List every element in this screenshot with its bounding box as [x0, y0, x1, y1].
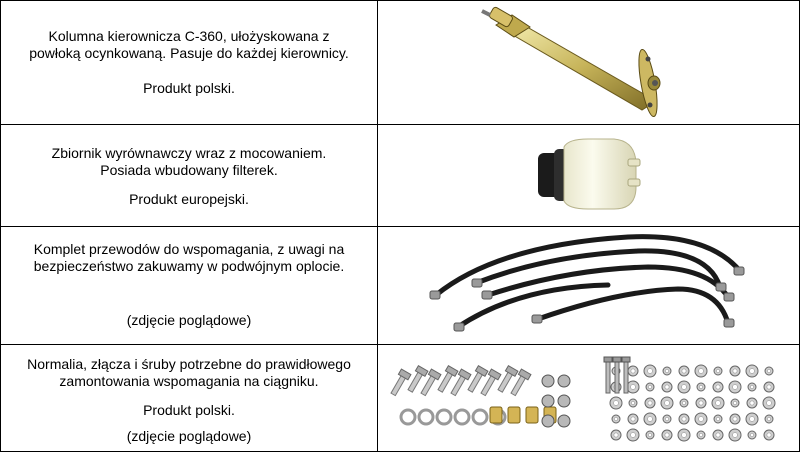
table-row — [1, 344, 799, 451]
steering-column-photo — [378, 1, 799, 124]
description-line: powłoką ocynkowaną. Pasuje do każdej kierownicy. — [29, 45, 349, 61]
description-line: Komplet przewodów do wspomagania, z uwagi na — [33, 241, 345, 257]
table-row — [1, 226, 799, 344]
reservoir-tank-photo — [378, 125, 799, 226]
table-row — [1, 1, 799, 124]
description-cell — [1, 1, 378, 124]
description-line: bezpieczeństwo zakuwamy w podwójnym oplocie. — [33, 258, 345, 274]
table-row — [1, 124, 799, 226]
description-line: Zbiornik wyrównawczy wraz z mocowaniem. — [51, 145, 327, 161]
description-line: Normalia, złącza i śruby potrzebne do prawidłowego — [27, 356, 351, 372]
description — [1, 28, 377, 62]
description — [1, 356, 377, 390]
description-cell — [1, 345, 378, 451]
note-text: (zdjęcie poglądowe) — [126, 428, 252, 444]
description-line: zamontowania wspomagania na ciągniku. — [59, 373, 319, 389]
origin-text: Produkt polski. — [143, 402, 235, 418]
description-cell — [1, 125, 378, 226]
origin-text: Produkt europejski. — [129, 191, 249, 207]
description — [1, 241, 377, 275]
description-line: Posiada wbudowany filterek. — [100, 162, 278, 178]
note-text: (zdjęcie poglądowe) — [126, 312, 252, 328]
bolts-and-fittings-photo — [378, 345, 799, 451]
hydraulic-hoses-photo — [378, 227, 799, 344]
description-cell — [1, 227, 378, 344]
origin-text: Produkt polski. — [143, 80, 235, 96]
description — [1, 145, 377, 179]
description-line: Kolumna kierownicza C-360, ułożyskowana z — [48, 28, 330, 44]
